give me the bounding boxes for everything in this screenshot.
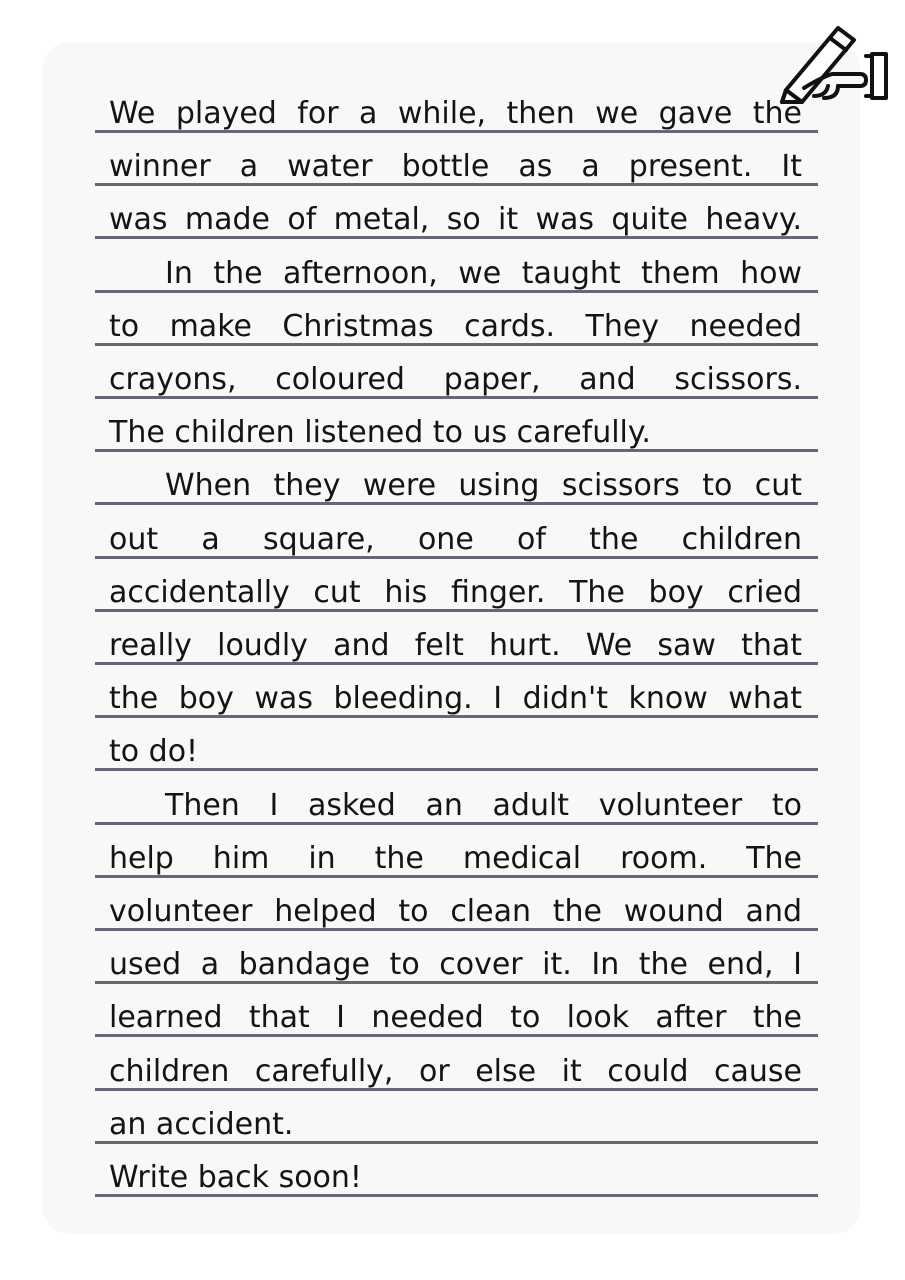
letter-text-line: accidentally cut his finger. The boy cried	[109, 574, 802, 610]
ruled-line	[95, 293, 818, 346]
ruled-line	[95, 80, 818, 133]
letter-text-line: to make Christmas cards. They needed	[109, 308, 802, 344]
ruled-line	[95, 931, 818, 984]
ruled-line	[95, 718, 818, 771]
ruled-line	[95, 878, 818, 931]
letter-text-line: crayons, coloured paper, and scissors.	[109, 362, 802, 397]
letter-text-line: winner a water bottle as a present. It	[109, 149, 802, 185]
letter-text-line: to do!	[109, 734, 199, 770]
letter-text-line: volunteer helped to clean the wound and	[109, 894, 802, 929]
ruled-line	[95, 1038, 818, 1091]
letter-text-line: Then I asked an adult volunteer to	[165, 787, 802, 823]
ruled-line	[95, 612, 818, 665]
letter-text-line: learned that I needed to look after the	[109, 1000, 802, 1036]
letter-text-line: really loudly and felt hurt. We saw that	[109, 628, 802, 663]
ruled-line	[95, 665, 818, 718]
letter-text-line: In the afternoon, we taught them how	[165, 255, 802, 291]
letter-text-line: The children listened to us carefully.	[109, 415, 651, 451]
letter-text-line: Write back soon!	[109, 1160, 362, 1195]
letter-text-line: was made of metal, so it was quite heavy.	[109, 202, 802, 238]
letter-text-line: When they were using scissors to cut	[165, 468, 802, 504]
letter-text-line: out a square, one of the children	[109, 521, 802, 557]
ruled-line	[95, 399, 818, 452]
ruled-line	[95, 186, 818, 239]
letter-text-line: help him in the medical room. The	[109, 840, 802, 876]
letter-text-line: We played for a while, then we gave the	[109, 96, 802, 131]
ruled-line	[95, 506, 818, 559]
ruled-line	[95, 452, 818, 505]
letter-text-line: used a bandage to cover it. In the end, I	[109, 947, 802, 983]
ruled-line	[95, 1091, 818, 1144]
letter-text-line: an accident.	[109, 1106, 294, 1142]
letter-text-line: the boy was bleeding. I didn't know what	[109, 681, 802, 717]
letter-text-line: children carefully, or else it could cause	[109, 1053, 802, 1089]
ruled-line	[95, 559, 818, 612]
ruled-line	[95, 1144, 818, 1197]
ruled-line	[95, 133, 818, 186]
ruled-line	[95, 772, 818, 825]
ruled-line	[95, 240, 818, 293]
ruled-line	[95, 984, 818, 1037]
ruled-line	[95, 825, 818, 878]
ruled-line	[95, 346, 818, 399]
